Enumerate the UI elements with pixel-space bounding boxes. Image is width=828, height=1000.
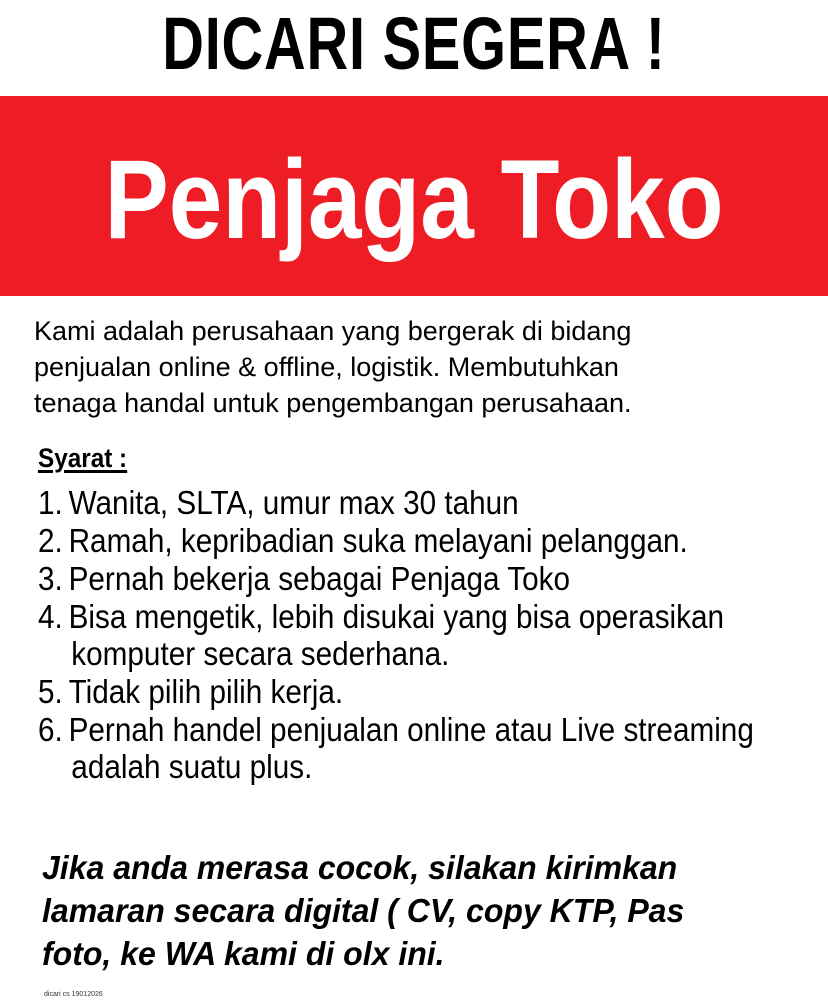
intro-line: Kami adalah perusahaan yang bergerak di bidang	[34, 316, 632, 346]
requirement-text: Pernah handel penjualan online atau Live streaming	[68, 711, 754, 748]
intro-line: tenaga handal untuk pengembangan perusahaan.	[34, 388, 632, 418]
requirement-item	[38, 560, 758, 597]
intro-line: penjualan online & offline, logistik. Membutuhkan	[34, 352, 619, 382]
requirement-text: Pernah bekerja sebagai Penjaga Toko	[68, 560, 571, 597]
requirement-item	[38, 484, 758, 521]
requirement-item	[38, 522, 758, 559]
requirement-number: 6.	[38, 711, 63, 748]
requirement-text: Tidak pilih pilih kerja.	[68, 673, 344, 710]
requirement-number: 5.	[38, 673, 63, 710]
requirement-text: Bisa mengetik, lebih disukai yang bisa operasikan	[68, 598, 725, 635]
requirement-number: 3.	[38, 560, 63, 597]
requirement-item	[38, 673, 758, 710]
cta-line: foto, ke WA kami di olx ini.	[42, 935, 445, 972]
requirement-item	[38, 598, 758, 672]
requirements-list	[38, 484, 828, 786]
headline: DICARI SEGERA !	[162, 2, 666, 85]
requirement-number: 4.	[38, 598, 63, 635]
requirement-text: Wanita, SLTA, umur max 30 tahun	[68, 484, 519, 521]
requirements-heading: Syarat :	[38, 443, 128, 473]
requirement-text: Ramah, kepribadian suka melayani pelanggan.	[68, 522, 688, 559]
cta-line: Jika anda merasa cocok, silakan kirimkan	[42, 849, 678, 886]
requirement-continuation: komputer secara sederhana.	[71, 635, 450, 672]
requirement-continuation: adalah suatu plus.	[71, 748, 313, 785]
job-title: Penjaga Toko	[104, 137, 724, 262]
cta-line: lamaran secara digital ( CV, copy KTP, Pas	[42, 892, 685, 929]
call-to-action	[42, 846, 828, 975]
footnote: dicari cs 19012026	[44, 991, 103, 998]
title-banner	[0, 96, 828, 296]
requirement-number: 1.	[38, 484, 63, 521]
requirement-item	[38, 711, 758, 785]
requirement-number: 2.	[38, 522, 63, 559]
company-intro	[34, 313, 804, 421]
